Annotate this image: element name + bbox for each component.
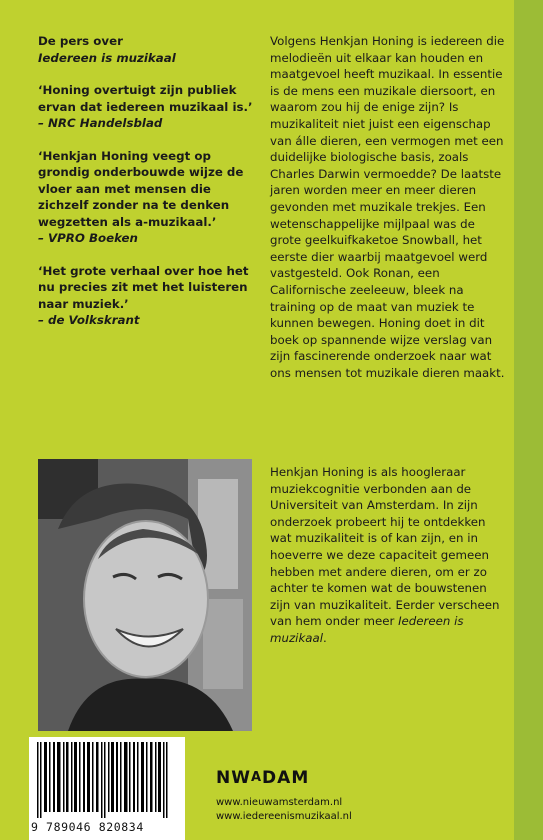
publisher-logo-accent: A [250,770,263,785]
campaign-url[interactable]: www.iedereenismuzikaal.nl [216,810,352,822]
quote-text: ‘Het grote verhaal over hoe het nu precies zit met het luisteren naar muziek.’ [38,263,249,311]
book-description: Volgens Henkjan Honing is iedereen die melodieën uit elkaar kan houden en maatgevoel heeft muzikaal. In essentie is de mens een muzikale diersoort, en waarom zou hij de enige zijn? Is muzikaliteit niet juist een eigenschap van álle dieren, een vermogen met een duidelijke biologische basis, zoals Charles Darwin vermoedde? De laatste jaren worden meer en meer dieren gevonden met muzikale trekjes. Een wetenschappelijke mijlpaal was de grote geelkuifkaketoe Snowball, het eerste dier waarbij maatgevoel werd vastgesteld. Ook Ronan, een Californische zeeleeuw, bleek na training op de maat van muziek te kunnen bewegen. Honing doet in dit boek op spannende wijze verslag van zijn fascinerende onderzoek naar wat ons mensen tot muzikale dieren maakt. [270,34,505,380]
publisher-logo [216,768,309,788]
author-bio-book-title: Iedereen is muzikaal [270,614,464,645]
press-quote [38,263,258,329]
quote-source: – NRC Handelsblad [38,116,163,130]
author-bio-text: Henkjan Honing is als hoogleraar muziekcognitie verbonden aan de Universiteit van Amsterdam. In zijn onderzoek probeert hij te ontdekken wat muzikaliteit is of kan zijn, en in hoeverre we deze capaciteit gemeen hebben met andere dieren, om er zo achter te komen wat de bouwstenen zijn van muzikaliteit. Eerder verscheen van hem onder meer [270,465,500,629]
barcode-bars [37,742,177,818]
press-quotes [38,33,258,329]
isbn-barcode [29,737,185,840]
isbn-number: 9 789046 820834 [31,820,144,834]
author-portrait-image [38,459,252,731]
press-quote [38,82,258,132]
author-photo [38,459,252,731]
author-bio [270,464,506,647]
quote-source: – VPRO Boeken [38,231,138,245]
spine-stripe [514,0,543,840]
publisher-logo-right: DAM [262,768,310,788]
press-heading-book-title: Iedereen is muzikaal [38,50,176,65]
press-heading-line1: De pers over [38,34,123,48]
quote-source: – de Volkskrant [38,313,140,327]
publisher-url[interactable]: www.nieuwamsterdam.nl [216,797,343,808]
press-quote [38,148,258,247]
publisher-urls [216,796,352,823]
quote-text: ‘Henkjan Honing veegt op grondig onderbouwde wijze de vloer aan met mensen die zichzelf zonder na te denken wegzetten als a-muzikaal.’ [38,148,244,229]
author-bio-end: . [323,630,327,645]
publisher-logo-left: NW [216,768,251,788]
press-heading [38,33,258,66]
quote-text: ‘Honing overtuigt zijn publiek ervan dat iedereen muzikaal is.’ [38,83,253,114]
